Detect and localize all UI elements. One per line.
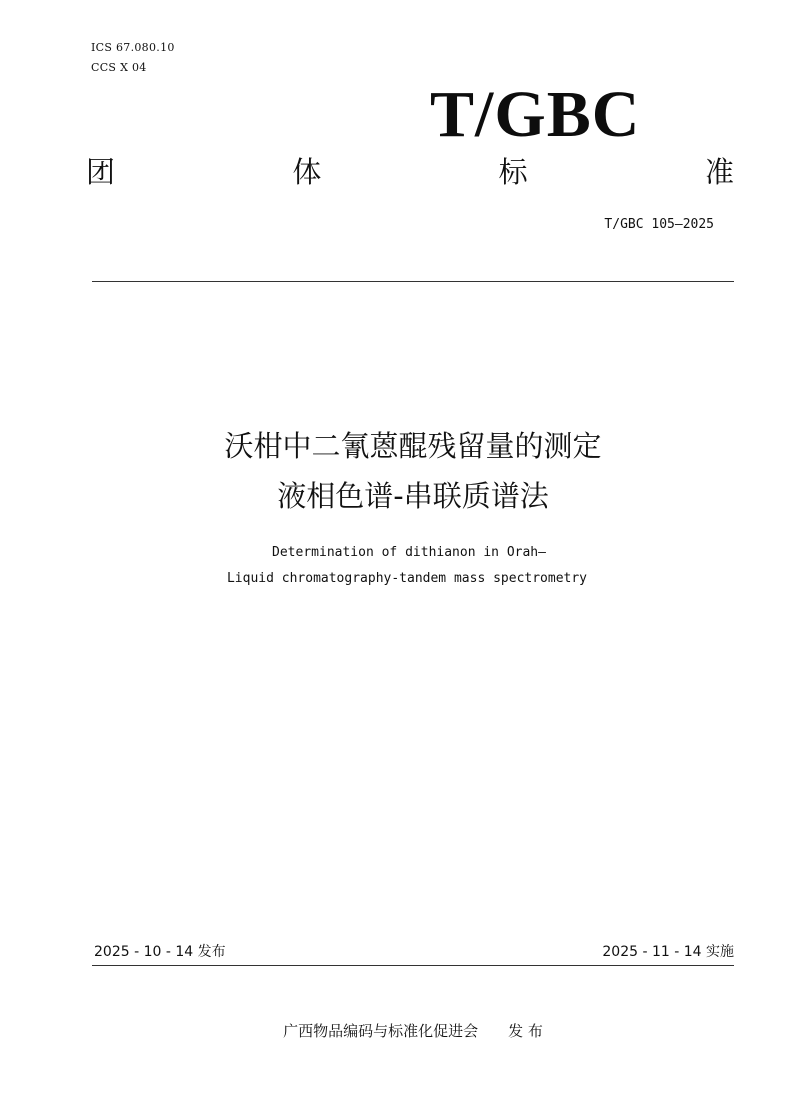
title-english-line-2: Liquid chromatography-tandem mass spectrometry (226, 571, 588, 586)
title-chinese-line-1: 沃柑中二氰蒽醌残留量的测定 (224, 429, 602, 463)
title-chinese-line-2: 液相色谱-串联质谱法 (277, 479, 549, 513)
standard-type-heading (86, 152, 734, 192)
issue-date: 2025 - 10 - 14 发布 (94, 944, 226, 960)
ccs-code: CCS X 04 (91, 61, 147, 74)
standard-type-char: 准 (704, 155, 734, 189)
publisher-line (0, 1020, 790, 1042)
header-divider (92, 281, 734, 282)
standard-logo: T/GBC (430, 78, 641, 151)
standard-type-char: 体 (292, 155, 322, 189)
standard-type-char: 团 (86, 155, 116, 189)
publisher-name: 广西物品编码与标准化促进会 (283, 1022, 479, 1040)
ics-code: ICS 67.080.10 (91, 41, 175, 54)
title-english-line-1: Determination of dithianon in Orah— (272, 545, 546, 560)
footer-divider (92, 965, 734, 966)
standard-type-char: 标 (498, 155, 528, 189)
implementation-date: 2025 - 11 - 14 实施 (602, 944, 734, 960)
publish-action: 发 布 (508, 1022, 543, 1040)
standard-number: T/GBC 105—2025 (604, 217, 714, 232)
